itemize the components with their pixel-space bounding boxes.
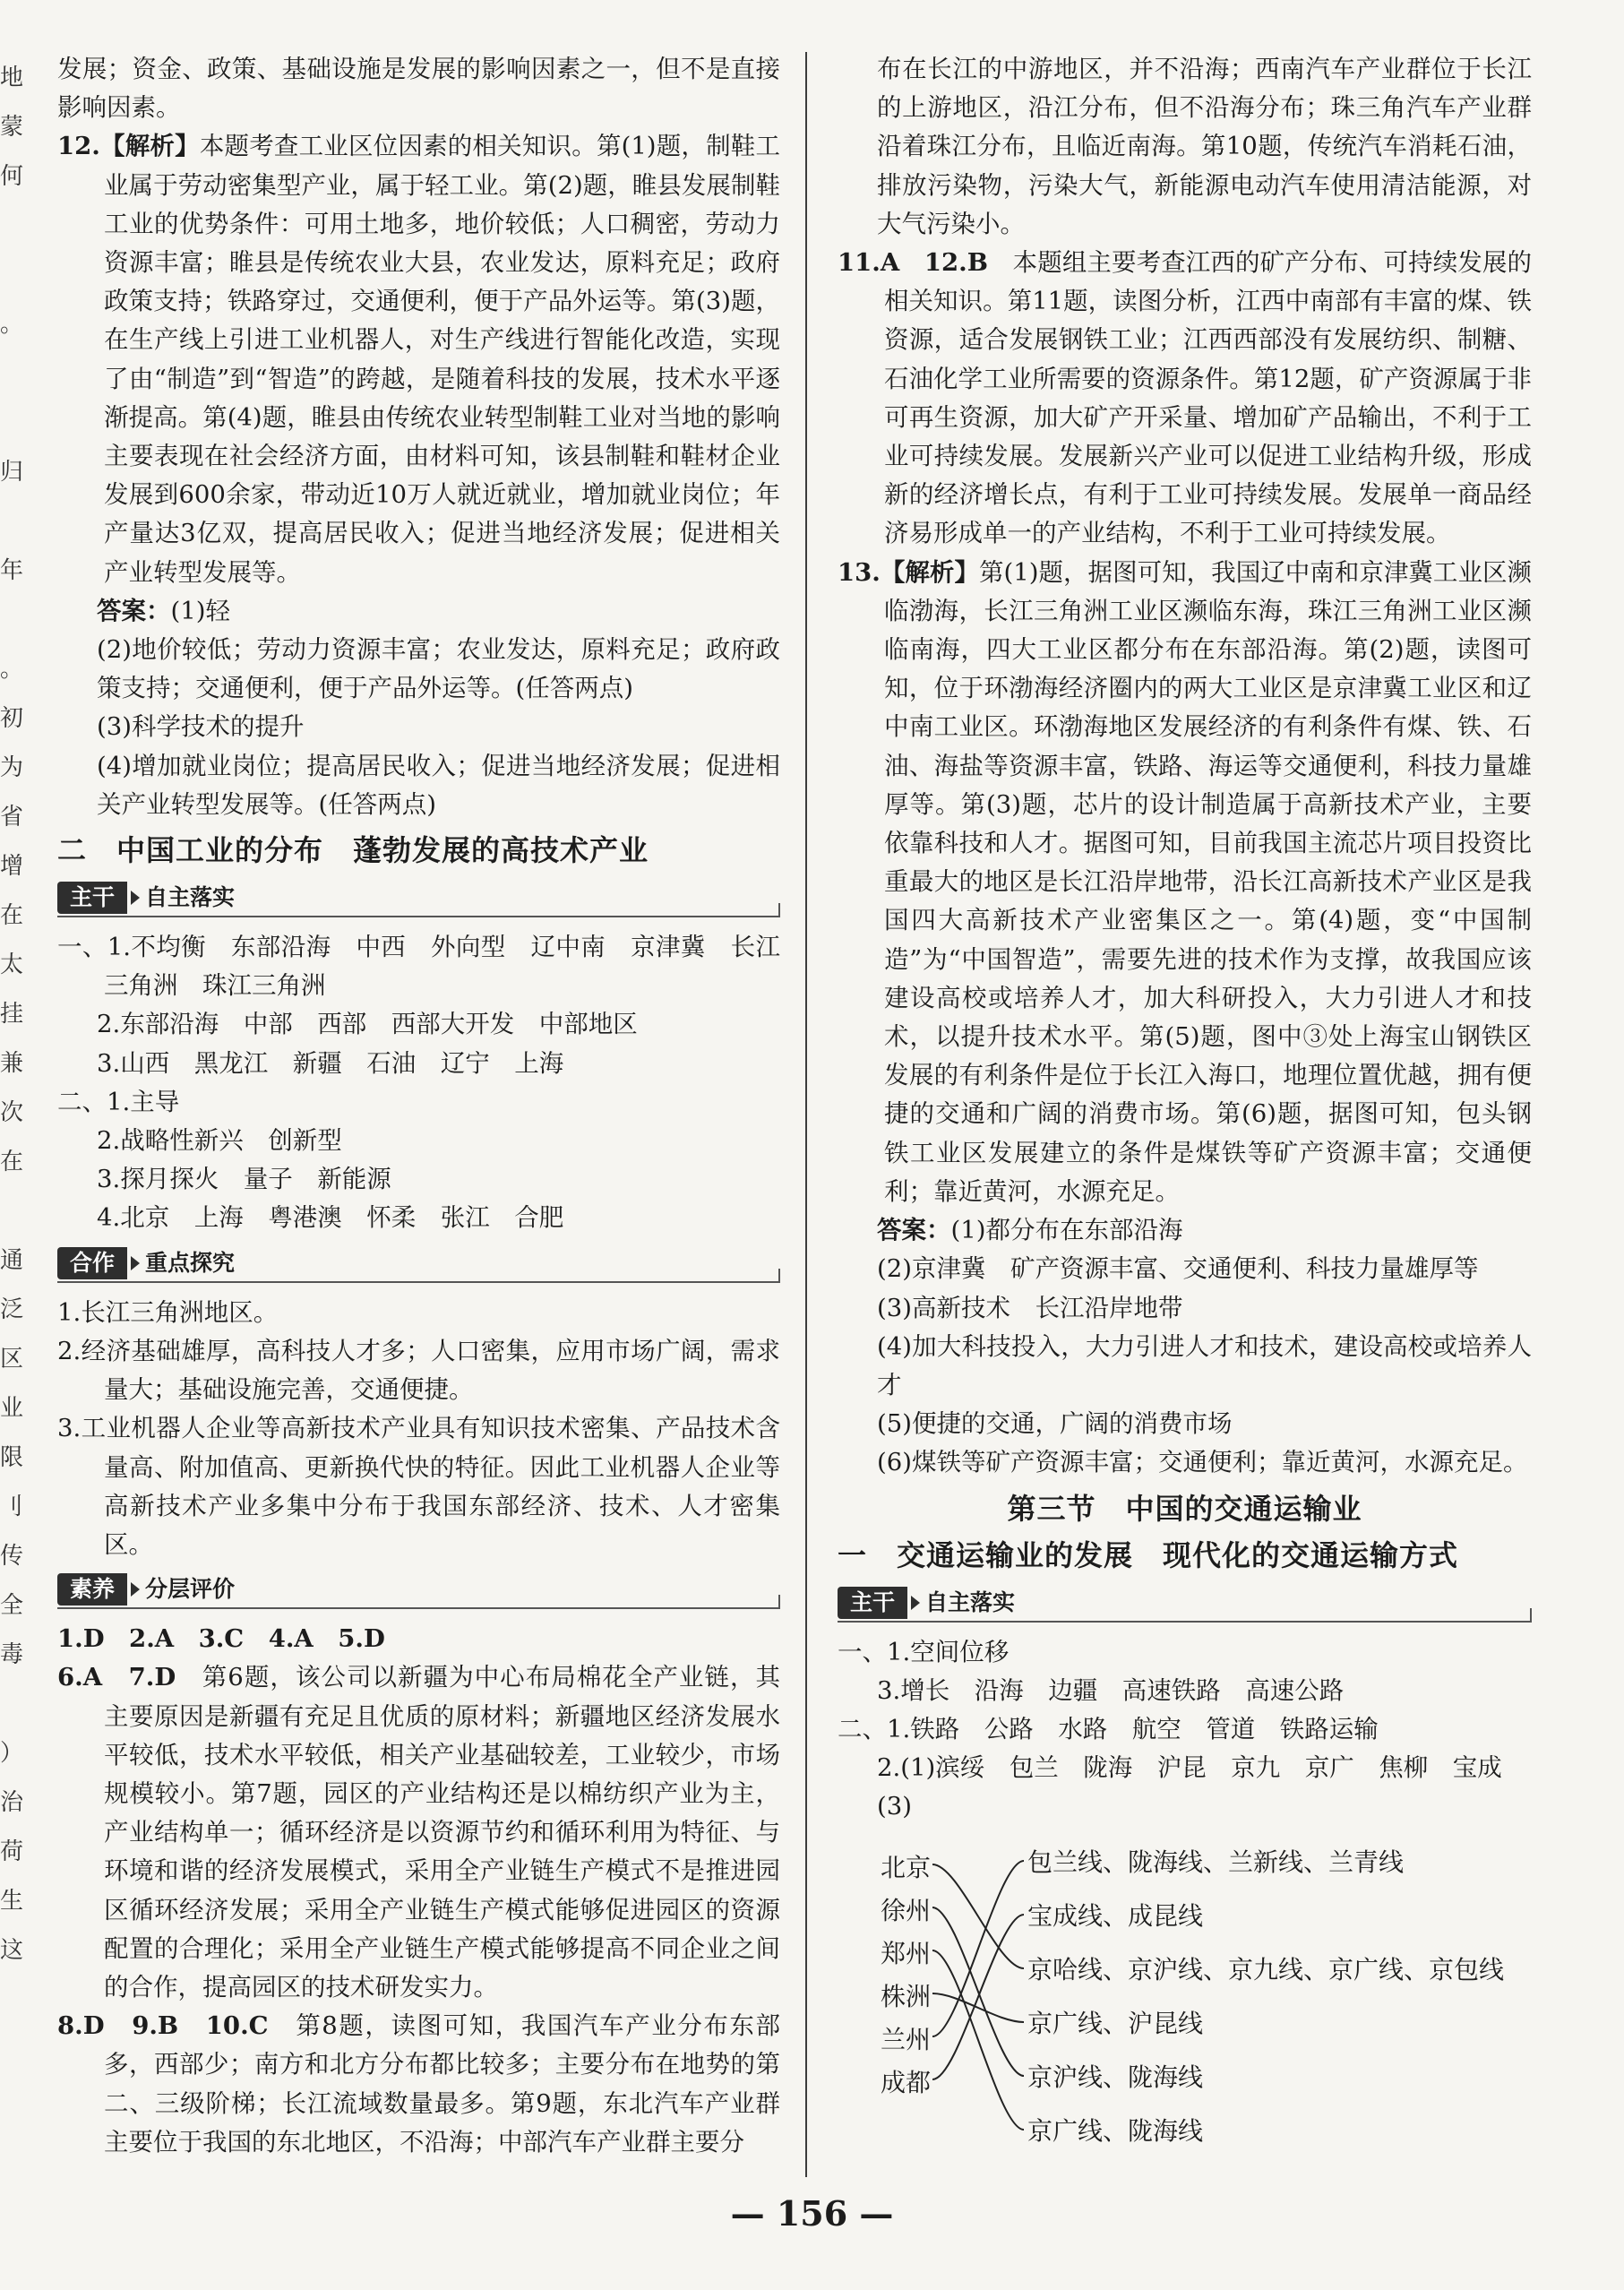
edge-char: 地 <box>0 65 24 91</box>
edge-char: 次 <box>0 1099 24 1126</box>
sy-answers-1-5: 1.D 2.A 3.C 4.A 5.D <box>57 1624 385 1654</box>
edge-char: 挂 <box>0 1001 24 1028</box>
sy-answers-6-7: 6.A 7.D 第6题，该公司以新疆为中心布局棉花全产业链，其主要原因是新疆有充足且优质的原材料；新疆地区经济发展水平较低，技术水平较低，相关产业基础较差，工业较少，市场规模较小。第7题，园区的产业结构还是以棉纺织产业为主，产业结构单一；循环经济是以资源节约和循环利用为特征、与环境和谐的经济发展模式，采用全产业链生产模式不是推进园区循环经济发展；采用全产业链生产模式能够促进园区的资源配置的合理化；采用全产业链生产模式能够提高不同企业之间的合作，提高园区的技术研发实力。 <box>57 1663 780 2002</box>
jt-line-3: 二、1.铁路 公路 水路 航空 管道 铁路运输 <box>838 1714 1379 1743</box>
q12-answer-1: 答案：(1)轻 <box>97 596 230 625</box>
city-label: 株洲 <box>881 1981 932 2011</box>
q13-answer-label: 答案： <box>877 1216 951 1245</box>
tag-box: 主干 <box>838 1587 907 1619</box>
zz-line-5: 2.战略性新兴 创新型 <box>97 1126 342 1156</box>
edge-char <box>0 1187 20 1236</box>
q12-answer-2: (2)地价较低；劳动力资源丰富；农业发达，原料充足；政府政策支持；交通便利，便于产品外运等。(任答两点) <box>97 635 780 703</box>
city-label: 成都 <box>881 2067 932 2097</box>
edge-char: 这 <box>0 1937 24 1964</box>
q12-answer-3: (3)科学技术的提升 <box>97 712 305 742</box>
tag-label: 自主落实 <box>145 884 236 911</box>
match-line <box>932 1907 1024 2076</box>
edge-char: 。 <box>0 311 24 338</box>
edge-char: 在 <box>0 902 24 929</box>
q12-answer-label: 答案： <box>97 596 171 625</box>
hz-3: 3.工业机器人企业等高新技术产业具有知识技术密集、产品技术含量高、附加值高、更新换代快的特征。因此工业机器人企业等高新技术产业多集中分布于我国东部经济、技术、人才密集区。 <box>57 1414 780 1559</box>
sy-answers-8-10: 8.D 9.B 10.C 第8题，读图可知，我国汽车产业分布东部多，西部少；南方和北方分布都比较多；主要分布在地势的第二、三级阶梯；长江流域数量最多。第9题，东北汽车产业群主要位于我国的东北地区，不沿海；中部汽车产业群主要分 <box>57 2011 780 2157</box>
tag-zhugan-2 <box>838 1585 1532 1624</box>
zz-line-2: 2.东部沿海 中部 西部 西部大开发 中部地区 <box>97 1010 638 1039</box>
railway-line-label: 包兰线、陇海线、兰新线、兰青线 <box>1027 1847 1405 1877</box>
edge-char: 蒙 <box>0 114 24 141</box>
answer-12 <box>57 127 780 591</box>
q12-analysis: 本题考查工业区位因素的相关知识。第(1)题，制鞋工业属于劳动密集型产业，属于轻工业。第(2)题，睢县发展制鞋工业的优势条件：可用土地多，地价较低；人口稠密，劳动力资源丰富；睢县是传统农业大县，农业发达，原料充足；政府政策支持；铁路穿过，交通便利，便于产品外运等。第(3)题，在生产线上引进工业机器人，对生产线进行智能化改造，实现了由“制造”到“智造”的跨越，是随着科技的发展，技术水平逐渐提高。第(4)题，睢县由传统农业转型制鞋工业对当地的影响主要表现在社会经济方面，由材料可知，该县制鞋和鞋材企业发展到600余家，带动近10万人就近就业，增加就业岗位；年产量达3亿双，提高居民收入；促进当地经济发展；促进相关产业转型发展等。 <box>104 132 781 587</box>
q12-tag: 【解析】 <box>99 132 200 161</box>
match-line <box>932 1861 1024 2036</box>
edge-char <box>0 251 20 300</box>
page-number: — 156 — <box>730 2193 894 2234</box>
hz-2: 2.经济基础雄厚，高科技人才多；人口密集，应用市场广阔，需求量大；基础设施完善，交通便捷。 <box>57 1336 780 1405</box>
edge-char <box>0 399 20 448</box>
jt-line-2: 3.增长 沿海 边疆 高速铁路 高速公路 <box>877 1675 1345 1705</box>
q12-number: 12. <box>57 132 100 161</box>
section-3-title: 第三节 中国的交通运输业 <box>1007 1491 1362 1526</box>
edge-char: 年 <box>0 557 24 584</box>
zz-line-3: 3.山西 黑龙江 新疆 石油 辽宁 上海 <box>97 1048 564 1078</box>
edge-char: 太 <box>0 951 24 978</box>
railway-line-label: 京广线、沪昆线 <box>1027 2008 1204 2038</box>
right-column <box>838 50 1532 2162</box>
city-label: 郑州 <box>881 1938 932 1968</box>
section-3-subtitle: 一 交通运输业的发展 现代化的交通运输方式 <box>838 1537 1459 1572</box>
city-label: 徐州 <box>881 1895 932 1925</box>
edge-char: 初 <box>0 705 24 732</box>
edge-char: 兼 <box>0 1050 24 1077</box>
tag-suyang <box>57 1571 780 1611</box>
edge-char <box>0 596 20 645</box>
q13-answer-2: (2)京津冀 矿产资源丰富、交通便利、科技力量雄厚等 <box>877 1254 1479 1284</box>
edge-char: 刂 <box>0 1494 24 1520</box>
q13-answer-1: 答案：(1)都分布在东部沿海 <box>877 1216 1183 1245</box>
jt-line-1: 一、1.空间位移 <box>838 1637 1010 1666</box>
q13-answer-6: (6)煤铁等矿产资源丰富；交通便利；靠近黄河，水源充足。 <box>877 1448 1528 1477</box>
edge-char: 在 <box>0 1149 24 1175</box>
edge-char: 限 <box>0 1444 24 1471</box>
edge-char: 何 <box>0 163 24 190</box>
edge-char: 为 <box>0 754 24 781</box>
answer-11-12: 11.A 12.B 本题组主要考查江西的矿产分布、可持续发展的相关知识。第11题，读图分析，江西中南部有丰富的煤、铁资源，适合发展钢铁工业；江西西部没有发展纺织、制糖、石油化学工业所需要的资源条件。第12题，矿产资源属于非可再生资源，加大矿产开采量、增加矿产品输出，不利于工业可持续发展。发展新兴产业可以促进工业结构升级，形成新的经济增长点，有利于工业可持续发展。发展单一商品经济易形成单一的产业结构，不利于工业可持续发展。 <box>838 248 1532 548</box>
edge-char: 归 <box>0 459 24 486</box>
city-label: 兰州 <box>881 2024 932 2054</box>
q13-tag: 【解析】 <box>880 557 979 587</box>
tag-box: 主干 <box>57 882 127 914</box>
q13-number: 13. <box>838 557 881 587</box>
zz-line-6: 3.探月探火 量子 新能源 <box>97 1165 391 1194</box>
edge-char: 通 <box>0 1247 24 1274</box>
edge-char: 治 <box>0 1789 24 1816</box>
match-line <box>932 1864 1024 1968</box>
zz-line-4: 二、1.主导 <box>57 1087 180 1116</box>
zz-line-1: 一、1.不均衡 东部沿海 中西 外向型 辽中南 京津冀 长江三角洲 珠江三角洲 <box>57 933 780 1001</box>
edge-char: 全 <box>0 1592 24 1619</box>
match-line <box>932 1915 1024 2079</box>
answer-11-tail: 发展；资金、政策、基础设施是发展的影响因素之一，但不是直接影响因素。 <box>57 55 780 123</box>
edge-char <box>0 349 20 399</box>
answer-13 <box>838 554 1532 1211</box>
arrow-icon <box>131 1582 140 1597</box>
city-label: 北京 <box>881 1852 932 1882</box>
edge-char: 毒 <box>0 1641 24 1668</box>
edge-char: 泛 <box>0 1296 24 1323</box>
q13-analysis: 第(1)题，据图可知，我国辽中南和京津冀工业区濒临渤海，长江三角洲工业区濒临东海，珠江三角洲工业区濒临南海，四大工业区都分布在东部沿海。第(2)题，读图可知，位于环渤海经济圈内的两大工业区是京津冀工业区和辽中南工业区。环渤海地区发展经济的有利条件有煤、铁、石油、海盐等资源丰富，铁路、海运等交通便利，科技力量雄厚等。第(3)题，芯片的设计制造属于高新技术产业，主要依靠科技和人才。据图可知，目前我国主流芯片项目投资比重最大的地区是长江沿岸地带，沿长江高新技术产业区是我国四大高新技术产业密集区之一。第(4)题，变“中国制造”为“中国智造”，需要先进的技术作为支撑，故我国应该建设高校或培养人才，加大科研投入，大力引进人才和技术，以提升技术水平。第(5)题，图中③处上海宝山钢铁区发展的有利条件是位于长江入海口，地理位置优越，拥有便捷的交通和广阔的消费市场。第(6)题，据图可知，包头钢铁工业区发展建立的条件是煤铁等矿产资源丰富；交通便利；靠近黄河，水源充足。 <box>884 557 1533 1206</box>
q12-answer-4: (4)增加就业岗位；提高居民收入；促进当地经济发展；促进相关产业转型发展等。(任答两点) <box>97 751 780 819</box>
arrow-icon <box>911 1596 920 1610</box>
tag-label: 自主落实 <box>925 1588 1016 1615</box>
arrow-icon <box>131 1256 140 1270</box>
edge-char: 传 <box>0 1543 24 1570</box>
edge-char <box>0 1680 20 1729</box>
edge-char: 。 <box>0 656 24 683</box>
tag-box: 合作 <box>57 1247 127 1279</box>
edge-char <box>0 497 20 547</box>
edge-char: 荷 <box>0 1838 24 1865</box>
column-divider <box>805 52 807 2177</box>
tag-box: 素养 <box>57 1573 127 1606</box>
tag-hezuo <box>57 1245 780 1285</box>
edge-char: 区 <box>0 1346 24 1373</box>
edge-char <box>0 202 20 251</box>
railway-line-label: 京哈线、京沪线、京九线、京广线、京包线 <box>1027 1954 1505 1984</box>
hz-1: 1.长江三角洲地区。 <box>57 1297 279 1327</box>
edge-char: ） <box>0 1740 24 1767</box>
railway-line-label: 京广线、陇海线 <box>1027 2115 1204 2146</box>
railway-line-label: 京沪线、陇海线 <box>1027 2062 1204 2092</box>
railway-line-label: 宝成线、成昆线 <box>1027 1900 1204 1931</box>
q13-answer-4: (4)加大科技投入，大力引进人才和技术，建设高校或培养人才 <box>877 1331 1532 1399</box>
jt-line-4: 2.(1)滨绥 包兰 陇海 沪昆 京九 京广 焦柳 宝成 <box>877 1753 1502 1783</box>
q13-answer-5: (5)便捷的交通，广阔的消费市场 <box>877 1409 1233 1439</box>
edge-char: 业 <box>0 1395 24 1422</box>
tag-zhugan <box>57 880 780 919</box>
edge-char: 生 <box>0 1888 24 1915</box>
match-line <box>932 1950 1024 2130</box>
edge-char: 增 <box>0 853 24 880</box>
tag-label: 分层评价 <box>145 1576 236 1603</box>
railway-matching-diagram <box>838 1830 1532 2162</box>
zz-line-7: 4.北京 上海 粤港澳 怀柔 张江 合肥 <box>97 1203 564 1233</box>
answer-10-tail: 布在长江的中游地区，并不沿海；西南汽车产业群位于长江的上游地区，沿江分布，但不沿海分布；珠三角汽车产业群沿着珠江分布，且临近南海。第10题，传统汽车消耗石油，排放污染物，污染大气，新能源电动汽车使用清洁能源，对大气污染小。 <box>877 55 1532 238</box>
left-column <box>57 50 780 2162</box>
q13-answer-3: (3)高新技术 长江沿岸地带 <box>877 1293 1183 1322</box>
edge-char: 省 <box>0 804 24 831</box>
edge-clipped-text <box>0 54 24 1976</box>
jt-line-5: (3) <box>877 1792 912 1821</box>
section-2-title: 二 中国工业的分布 蓬勃发展的高技术产业 <box>57 833 649 868</box>
tag-label: 重点探究 <box>145 1249 236 1276</box>
arrow-icon <box>131 891 140 905</box>
